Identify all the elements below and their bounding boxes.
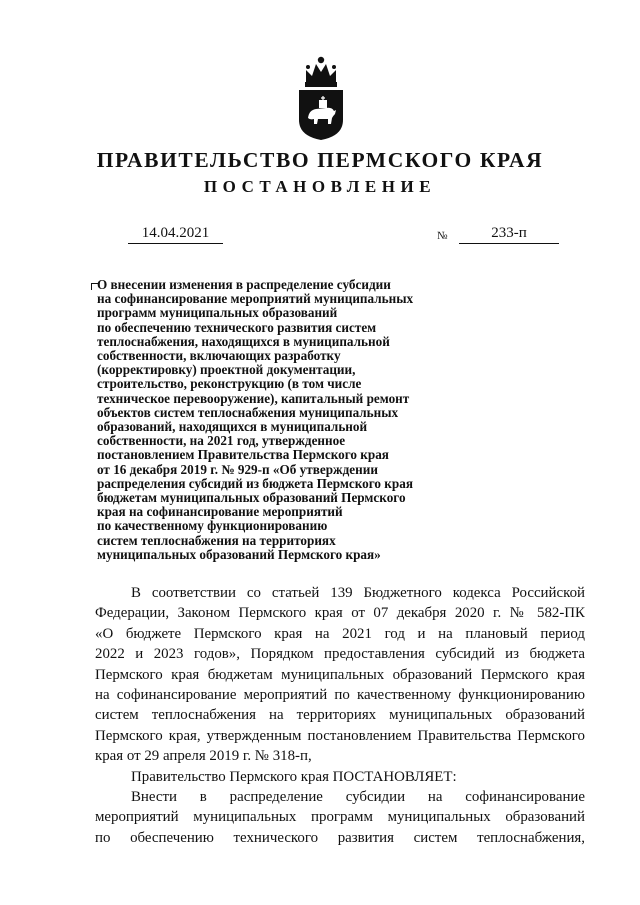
body-line: систем теплоснабжения на территориях муниципальных образований xyxy=(95,707,585,724)
document-body xyxy=(95,583,585,848)
subject-line: теплоснабжения, находящихся в муниципальной xyxy=(97,333,390,349)
subject-line: по обеспечению технического развития систем xyxy=(97,319,377,335)
subject-line: распределения субсидий из бюджета Пермского края xyxy=(97,475,413,491)
subject-line: программ муниципальных образований xyxy=(97,305,338,321)
document-number: 233-п xyxy=(459,225,559,244)
subject-line: бюджетам муниципальных образований Пермского xyxy=(97,490,406,506)
preamble-paragraph xyxy=(95,583,585,767)
subject-line: края на софинансирование мероприятий xyxy=(97,504,343,520)
body-line: края от 29 апреля 2019 г. № 318-п, xyxy=(95,748,312,765)
government-title: ПРАВИТЕЛЬСТВО ПЕРМСКОГО КРАЯ xyxy=(96,148,544,172)
subject-line: муниципальных образований Пермского края» xyxy=(97,546,381,562)
body-line: Внести в распределение субсидии на софинансирование xyxy=(131,789,585,806)
subject-line: собственности, на 2021 год, утвержденное xyxy=(97,433,346,449)
coat-of-arms-icon xyxy=(296,52,346,142)
document-date: 14.04.2021 xyxy=(128,225,223,244)
body-line: Пермского края, утвержденным постановлением Правительства Пермского xyxy=(95,727,585,744)
subject-line: по качественному функционированию xyxy=(97,518,328,534)
body-line: по обеспечению технического развития систем теплоснабжения, xyxy=(95,829,585,846)
body-line: Федерации, Законом Пермского края от 07 декабря 2020 г. № 582-ПК xyxy=(95,605,585,622)
operative-paragraph xyxy=(95,787,585,848)
body-line: В соответствии со статьей 139 Бюджетного кодекса Российской xyxy=(131,585,585,601)
subject-line: на софинансирование мероприятий муниципальных xyxy=(97,291,414,307)
document-type: ПОСТАНОВЛЕНИЕ xyxy=(203,177,437,196)
resolution-statement: Правительство Пермского края ПОСТАНОВЛЯЕТ: xyxy=(131,768,457,785)
subject-line: объектов систем теплоснабжения муниципальных xyxy=(97,404,399,420)
body-line: «О бюджете Пермского края на 2021 год и на плановый период xyxy=(95,625,585,642)
subject-line: постановлением Правительства Пермского края xyxy=(97,447,389,463)
body-line: Пермского края бюджетам муниципальных образований Пермского края xyxy=(95,666,585,683)
subject-line: от 16 декабря 2019 г. № 929-п «Об утверждении xyxy=(97,461,378,477)
body-line: на софинансирование мероприятий по качественному функционированию xyxy=(95,687,585,704)
body-line: мероприятий муниципальных программ муниципальных образований xyxy=(95,809,585,826)
number-sign: № xyxy=(437,230,448,242)
subject-line: собственности, включающих разработку xyxy=(97,348,341,364)
subject-line: О внесении изменения в распределение субсидии xyxy=(97,277,391,292)
document-subject xyxy=(97,278,477,562)
subject-line: систем теплоснабжения на территориях xyxy=(97,532,336,548)
subject-line: техническое перевооружение), капитальный ремонт xyxy=(97,390,410,406)
body-line: 2022 и 2023 годов», Порядком предоставления субсидий из бюджета xyxy=(95,646,585,663)
subject-line: (корректировку) проектной документации, xyxy=(97,362,356,378)
subject-line: строительство, реконструкцию (в том числе xyxy=(97,376,362,392)
subject-line: образований, находящихся в муниципальной xyxy=(97,419,368,435)
